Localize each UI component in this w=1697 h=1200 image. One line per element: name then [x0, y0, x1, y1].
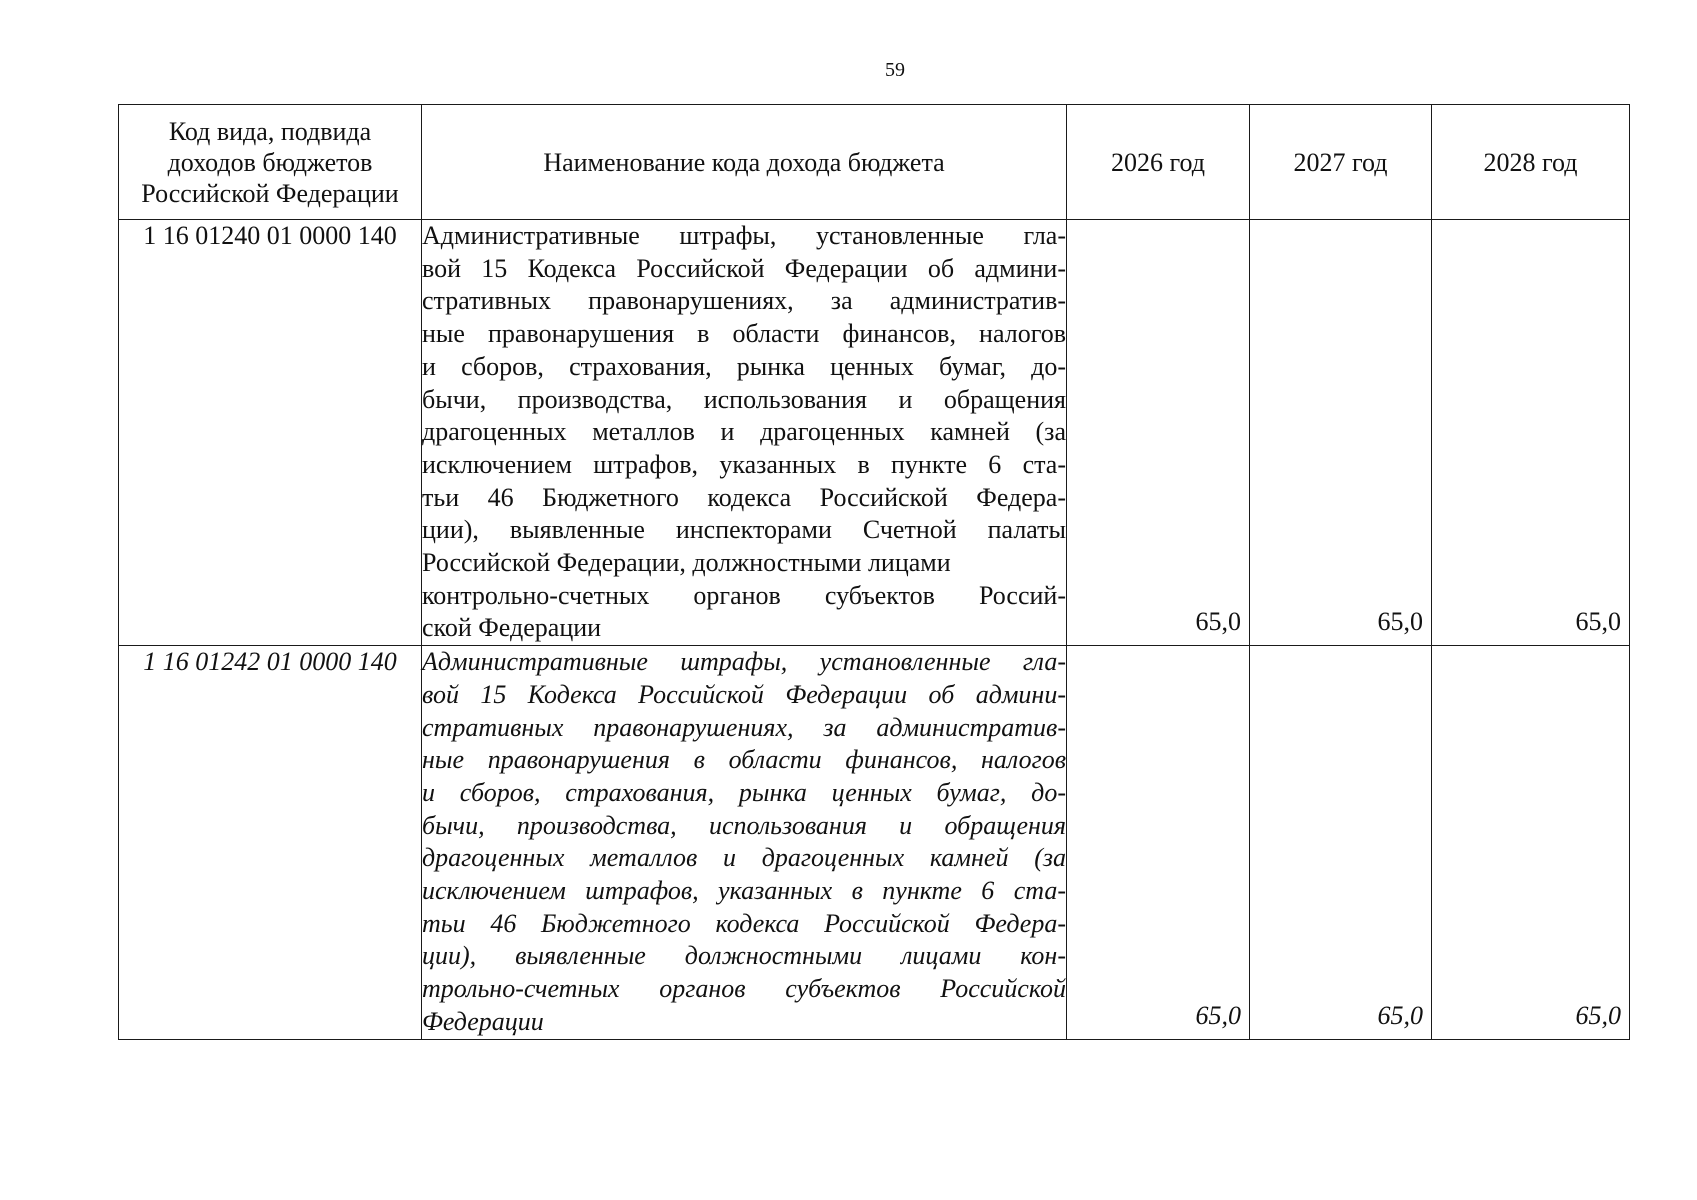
header-code-line: доходов бюджетов	[167, 147, 373, 177]
income-name-cell	[422, 220, 1067, 646]
name-line: и сборов, страхования, рынка ценных бумаг, до-	[422, 777, 1066, 807]
name-line: ции), выявленные инспекторами Счетной палаты	[422, 515, 1066, 545]
table-header-row	[119, 105, 1630, 220]
name-line: ции), выявленные должностными лицами кон-	[422, 941, 1066, 971]
name-line: Федерации	[422, 1006, 544, 1036]
table-row	[119, 220, 1630, 646]
name-line: драгоценных металлов и драгоценных камней (за	[422, 417, 1066, 447]
name-line: Российской Федерации, должностными лицами	[422, 548, 951, 578]
name-line: трольно-счетных органов субъектов Российской	[422, 974, 1066, 1004]
name-line: Административные штрафы, установленные гла-	[422, 221, 1066, 250]
page-number: 59	[885, 59, 905, 81]
name-line: тьи 46 Бюджетного кодекса Российской Федера-	[422, 908, 1066, 938]
header-code-line: Код вида, подвида	[168, 116, 372, 146]
name-line: ные правонарушения в области финансов, налогов	[422, 745, 1066, 775]
value-2027-cell: 65,0	[1250, 646, 1432, 1039]
name-line: стративных правонарушениях, за административ-	[422, 286, 1066, 316]
name-line: контрольно-счетных органов субъектов Россий-	[422, 580, 1066, 610]
name-line: Административные штрафы, установленные гла-	[422, 647, 1066, 677]
header-year-2026: 2026 год	[1067, 105, 1250, 220]
header-name: Наименование кода дохода бюджета	[422, 105, 1067, 220]
value-2026-cell: 65,0	[1067, 646, 1250, 1039]
table-row	[119, 646, 1630, 1039]
value-2028-cell: 65,0	[1432, 646, 1630, 1039]
name-line: исключением штрафов, указанных в пункте 6 ста-	[422, 876, 1066, 906]
header-year-2028: 2028 год	[1432, 105, 1630, 220]
header-code-line: Российской Федерации	[141, 178, 399, 208]
value-2027-cell: 65,0	[1250, 220, 1432, 646]
name-line: ской Федерации	[422, 613, 602, 643]
name-line: исключением штрафов, указанных в пункте 6 ста-	[422, 449, 1066, 479]
header-code	[119, 105, 422, 220]
header-year-2027: 2027 год	[1250, 105, 1432, 220]
name-line: бычи, производства, использования и обращения	[422, 384, 1066, 414]
income-code-cell: 1 16 01240 01 0000 140	[119, 220, 422, 646]
budget-income-table	[118, 104, 1630, 1040]
name-line: стративных правонарушениях, за административ-	[422, 712, 1066, 742]
name-line: вой 15 Кодекса Российской Федерации об админи-	[422, 679, 1066, 709]
income-code-cell: 1 16 01242 01 0000 140	[119, 646, 422, 1039]
value-2028-cell: 65,0	[1432, 220, 1630, 646]
name-line: вой 15 Кодекса Российской Федерации об админи-	[422, 253, 1066, 283]
value-2026-cell: 65,0	[1067, 220, 1250, 646]
name-line: тьи 46 Бюджетного кодекса Российской Федера-	[422, 482, 1066, 512]
income-name-cell	[422, 646, 1067, 1039]
name-line: драгоценных металлов и драгоценных камней (за	[422, 843, 1066, 873]
name-line: бычи, производства, использования и обращения	[422, 810, 1066, 840]
name-line: и сборов, страхования, рынка ценных бумаг, до-	[422, 351, 1066, 381]
name-line: ные правонарушения в области финансов, налогов	[422, 319, 1066, 349]
